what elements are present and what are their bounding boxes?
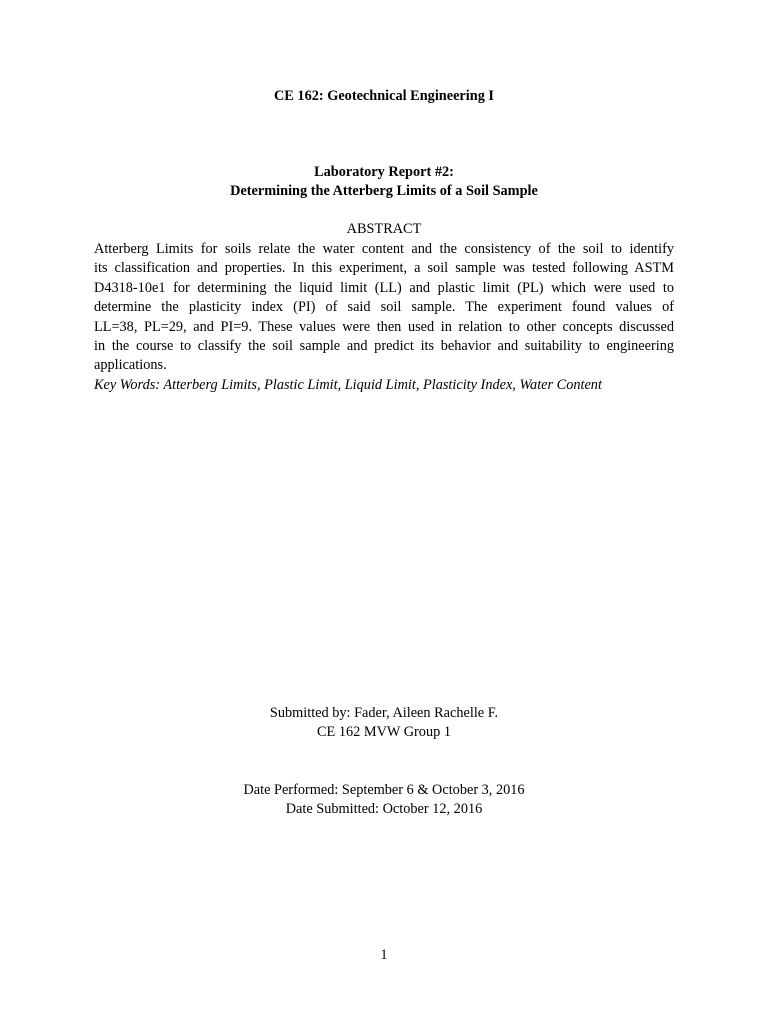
date-submitted: Date Submitted: October 12, 2016 (285, 801, 483, 817)
abstract-line: in the course to classify the soil sample and predict its behavior and suitability to engineering (94, 337, 674, 354)
report-title: Determining the Atterberg Limits of a Soil Sample (230, 183, 538, 199)
submitted-by: Submitted by: Fader, Aileen Rachelle F. (269, 705, 499, 721)
abstract-line: LL=38, PL=29, and PI=9. These values were then used in relation to other concepts discussed (94, 318, 674, 335)
course-title: CE 162: Geotechnical Engineering I (273, 88, 494, 104)
abstract-line: D4318-10e1 for determining the liquid limit (LL) and plastic limit (PL) which were used to (94, 279, 674, 296)
date-performed: Date Performed: September 6 & October 3, 2016 (243, 782, 525, 798)
abstract-line: determine the plasticity index (PI) of said soil sample. The experiment found values of (94, 299, 674, 316)
keywords: Key Words: Atterberg Limits, Plastic Limit, Liquid Limit, Plasticity Index, Water Content (94, 376, 602, 393)
abstract-line: Atterberg Limits for soils relate the water content and the consistency of the soil to identify (94, 241, 674, 257)
group-name: CE 162 MVW Group 1 (317, 724, 451, 740)
page-number: 1 (380, 947, 388, 963)
abstract-body (94, 240, 674, 395)
report-number: Laboratory Report #2: (314, 164, 454, 180)
abstract-heading: ABSTRACT (346, 221, 422, 237)
abstract-line: its classification and properties. In this experiment, a soil sample was tested following ASTM (94, 260, 674, 277)
abstract-line: applications. (94, 357, 167, 374)
